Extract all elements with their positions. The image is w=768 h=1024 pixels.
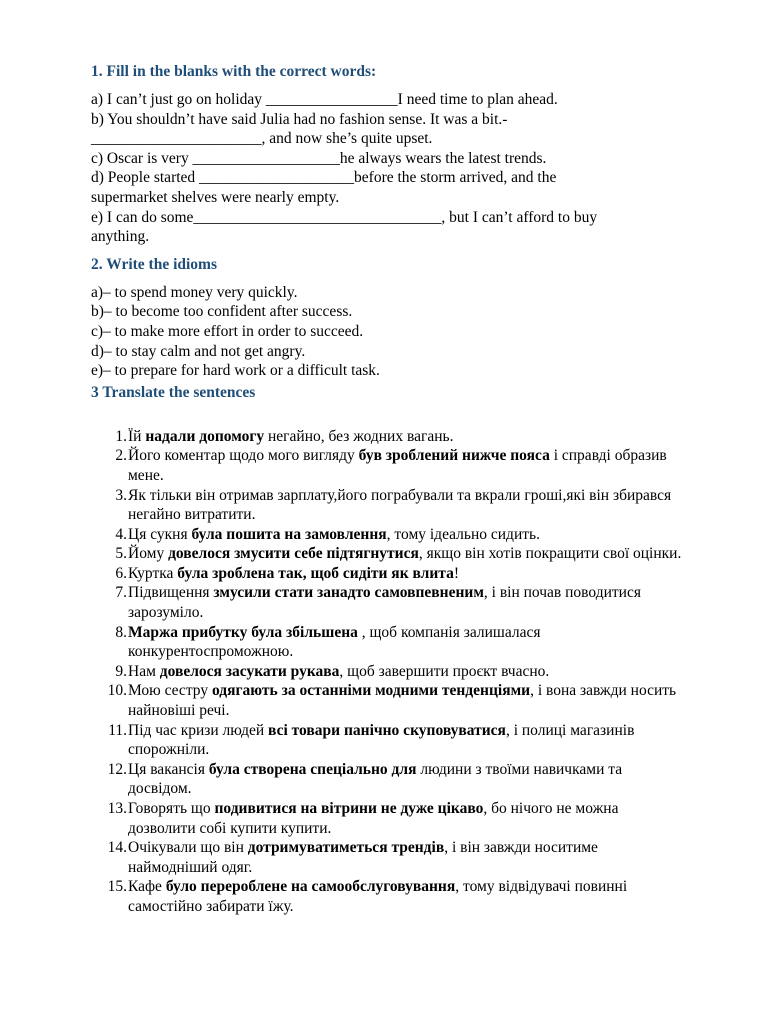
item-number: 15. bbox=[107, 878, 127, 896]
section1-line: c) Oscar is very ___________________he always wears the latest trends. bbox=[91, 149, 547, 167]
item-bold: дотримуватиметься трендів bbox=[247, 839, 445, 857]
item-text: , і він почав поводитися зарозуміло. bbox=[128, 584, 641, 622]
item-number: 11. bbox=[108, 721, 127, 739]
item-text: , щоб компанія залишалася конкурентоспроможною. bbox=[128, 623, 541, 661]
list-item bbox=[67, 446, 691, 485]
idiom-line: b)– to become too confident after success. bbox=[91, 303, 353, 321]
item-bold: був зроблений нижче пояса bbox=[358, 447, 550, 465]
section2-title: 2. Write the idioms bbox=[91, 255, 218, 273]
item-text: Нам bbox=[128, 662, 160, 680]
item-text: , і полиці магазинів спорожніли. bbox=[128, 721, 635, 759]
list-item bbox=[67, 583, 691, 622]
section1-line: a) I can’t just go on holiday _________________I need time to plan ahead. bbox=[91, 91, 558, 108]
item-text: , і вона завжди носить найновіші речі. bbox=[128, 682, 677, 720]
item-bold: подивитися на вітрини не дуже цікаво bbox=[214, 800, 484, 817]
item-bold: змусили стати занадто самовпевненим bbox=[213, 584, 484, 602]
idiom-line: e)– to prepare for hard work or a difficult task. bbox=[91, 362, 380, 380]
item-text: , бо нічого не можна дозволити собі купити купити. bbox=[128, 800, 619, 837]
item-number: 8. bbox=[115, 623, 127, 641]
item-number: 10. bbox=[107, 682, 127, 700]
item-text: негайно, без жодних вагань. bbox=[264, 427, 454, 445]
list-item bbox=[67, 486, 691, 525]
item-text: ! bbox=[453, 564, 460, 582]
list-item bbox=[67, 544, 691, 564]
item-number: 12. bbox=[107, 760, 127, 778]
item-text: Як тільки він отримав зарплату,його пограбували та вкрали гроші,які він збирався негайно витратити. bbox=[128, 486, 672, 524]
section1-line: supermarket shelves were nearly empty. bbox=[91, 188, 340, 206]
item-bold: була створена спеціально для bbox=[208, 760, 417, 778]
section1-body bbox=[91, 90, 691, 247]
item-number: 4. bbox=[115, 525, 127, 543]
item-text: і справді образив мене. bbox=[128, 447, 667, 484]
item-number: 5. bbox=[115, 545, 127, 563]
section1-line: b) You shouldn’t have said Julia had no fashion sense. It was a bit.- bbox=[91, 110, 508, 128]
idiom-line: c)– to make more effort in order to succeed. bbox=[91, 322, 364, 340]
item-bold: довелося засукати рукава bbox=[159, 662, 340, 680]
item-number: 7. bbox=[115, 584, 127, 602]
item-text: Йому bbox=[128, 545, 169, 563]
section1-line: d) People started ____________________before the storm arrived, and the bbox=[91, 169, 557, 187]
section2-body bbox=[91, 283, 691, 381]
section1-line: ______________________, and now she’s quite upset. bbox=[91, 130, 433, 148]
item-text: Підвищення bbox=[128, 584, 214, 602]
section1-title: 1. Fill in the blanks with the correct words: bbox=[91, 63, 377, 80]
item-number: 14. bbox=[107, 839, 127, 857]
section3-title: 3 Translate the sentences bbox=[91, 383, 256, 401]
list-item bbox=[67, 623, 691, 662]
item-number: 2. bbox=[115, 447, 127, 465]
item-number: 6. bbox=[115, 564, 127, 582]
item-bold: одягають за останніми модними тенденціями bbox=[211, 682, 531, 700]
item-bold: була зроблена так, щоб сидіти як влита bbox=[177, 564, 454, 582]
section1-line: anything. bbox=[91, 228, 150, 246]
item-bold: було перероблене на самообслуговування bbox=[165, 878, 456, 896]
item-number: 13. bbox=[107, 800, 127, 817]
idiom-line: d)– to stay calm and not get angry. bbox=[91, 342, 306, 360]
item-bold: надали допомогу bbox=[145, 427, 265, 445]
item-text: , щоб завершити проєкт вчасно. bbox=[339, 662, 550, 680]
item-text: , тому ідеально сидить. bbox=[386, 525, 540, 543]
item-text: Їй bbox=[128, 427, 146, 445]
item-bold: довелося змусити себе підтягнутися bbox=[168, 545, 419, 563]
item-text: Під час кризи людей bbox=[128, 721, 269, 739]
item-text: , тому відвідувачі повинні самостійно забирати їжу. bbox=[128, 878, 628, 915]
item-text: Ця сукня bbox=[128, 525, 192, 543]
item-text: , і він завжди носитиме наймодніший одяг. bbox=[128, 839, 598, 876]
item-text: людини з твоїми навичками та досвідом. bbox=[128, 760, 623, 798]
item-number: 9. bbox=[115, 662, 127, 680]
item-text: Його коментар щодо мого вигляду bbox=[128, 447, 359, 465]
section1-line: e) I can do some________________________________, but I can’t afford to buy bbox=[91, 208, 598, 226]
translation-list bbox=[67, 427, 691, 917]
item-text: Ця вакансія bbox=[128, 760, 209, 778]
item-text: Мою сестру bbox=[128, 682, 212, 700]
item-text: Очікували що він bbox=[128, 839, 248, 857]
list-item bbox=[67, 681, 691, 720]
list-item bbox=[67, 525, 691, 545]
list-item bbox=[67, 662, 691, 682]
item-text: Говорять що bbox=[128, 800, 215, 817]
item-text: Куртка bbox=[128, 564, 178, 582]
item-text: Кафе bbox=[128, 878, 166, 896]
list-item bbox=[67, 877, 691, 916]
item-number: 1. bbox=[115, 427, 127, 445]
item-text: , якщо він хотів покращити свої оцінки. bbox=[418, 545, 682, 563]
list-item bbox=[67, 760, 691, 799]
item-bold: Маржа прибутку була збільшена bbox=[128, 623, 358, 641]
item-bold: всі товари панічно скуповуватися bbox=[268, 721, 506, 739]
idiom-line: a)– to spend money very quickly. bbox=[91, 283, 298, 301]
list-item bbox=[67, 721, 691, 760]
list-item bbox=[67, 427, 691, 447]
item-number: 3. bbox=[115, 486, 127, 504]
item-bold: була пошита на замовлення bbox=[191, 525, 387, 543]
list-item bbox=[67, 838, 691, 877]
list-item bbox=[67, 564, 691, 584]
worksheet-page bbox=[91, 60, 691, 917]
list-item bbox=[67, 799, 691, 838]
